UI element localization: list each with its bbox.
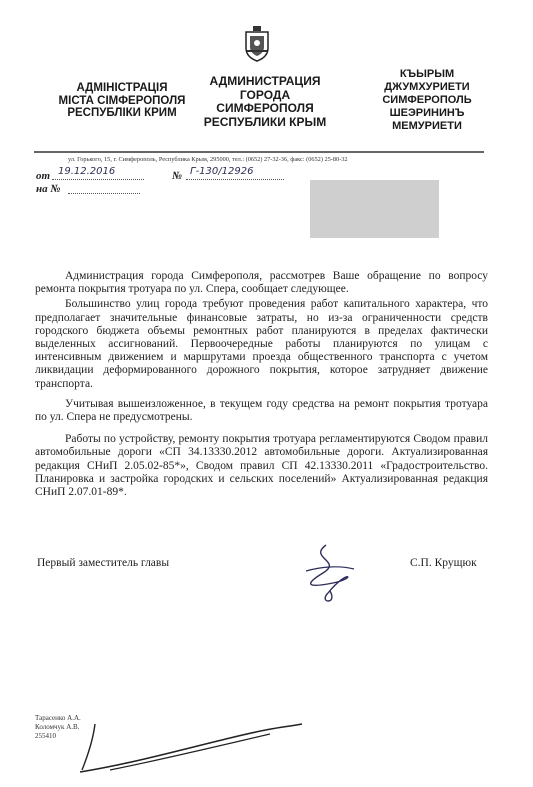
executor-2: Коломчук А.В. <box>35 723 80 731</box>
coat-of-arms-icon <box>244 26 270 62</box>
signature-mark <box>288 543 368 608</box>
date-label: от <box>36 170 51 182</box>
number-value: Г-130/12926 <box>190 166 254 177</box>
handwritten-mark <box>70 720 310 775</box>
signatory-name: С.П. Крущюк <box>410 557 477 569</box>
number-label: № <box>172 170 183 182</box>
paragraph-conclusion: Учитывая вышеизложенное, в текущем году средства на ремонт покрытия тротуара по ул. Спера не предусмотрены. <box>35 397 488 424</box>
redacted-recipient <box>310 180 439 238</box>
header-right: КЪЫРЫМ ДЖУМХУРИЕТИ СИМФЕРОПОЛЬ ШЕЭРИНИНЪ МЕМУРИЕТИ <box>382 68 472 132</box>
reference-label: на № <box>36 183 61 195</box>
letter-body <box>35 270 488 499</box>
paragraph-regulations: Работы по устройству, ремонту покрытия тротуара регламентируются Сводом правил автомобильные дороги «СП 34.13330.2012 автомобильные дороги. Актуализированная редакция СНиП 2.05.02-85*», Сводом правил СП 42.13330.2011 «Градостроительство. Планировка и застройка городских и сельских поселений» Актуализированная редакция СНиП 2.07.01-89*. <box>35 433 488 499</box>
paragraph-intro: Администрация города Симферополя, рассмотрев Ваше обращение по вопросу ремонта покрытия тротуара по ул. Спера, сообщает следующее. <box>35 270 488 296</box>
header-left: АДМІНІСТРАЦІЯ МІСТА СІМФЕРОПОЛЯ РЕСПУБЛІКИ КРИМ <box>58 82 186 119</box>
header-center: АДМИНИСТРАЦИЯ ГОРОДА СИМФЕРОПОЛЯ РЕСПУБЛИКИ КРЫМ <box>203 74 327 129</box>
paragraph-reasons: Большинство улиц города требуют проведения работ капитального характера, что предполагает значительные финансовые затраты, но из-за ограниченности средств городского бюджета объемы ремонтных работ планируются в пределах фактически выделенных ассигнований. Первоочередные работы планируются по улицам с интенсивным движением и маршрутами проезда общественного транспорта с учетом ликвидации деформированного дорожного покрытия, которое затрудняет движение транспорта. <box>35 298 488 390</box>
executor-phone: 255410 <box>35 732 56 740</box>
reference-field <box>68 181 140 194</box>
signatory-title: Первый заместитель главы <box>37 557 170 569</box>
executor-1: Тарасенко А.А. <box>35 714 81 722</box>
date-value: 19.12.2016 <box>58 166 116 177</box>
contact-address: ул. Горького, 15, г. Симферополь, Республика Крым, 295000, тел.: (0652) 27-32-36, факс: (0652) 25-80-32 <box>68 156 348 163</box>
header-divider <box>34 151 484 153</box>
